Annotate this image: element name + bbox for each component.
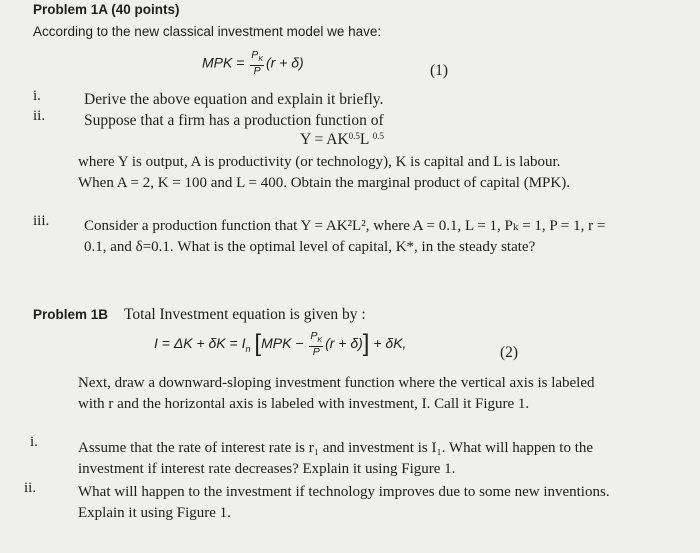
item-1a-ii-paragraph: where Y is output, A is productivity (or technology), K is capital and L is labour. When A = 2, K = 100 and L = 400. Obtain the marginal product of capital (MPK). xyxy=(78,154,570,191)
item-1b-ii-num: ii. xyxy=(24,480,37,496)
eq1-lhs: MPK = xyxy=(202,54,245,71)
eq2-fraction: $\frac{P_K}{P}$ xyxy=(310,329,323,358)
item-1a-iii-text: Consider a production function that Y = AK²L², where A = 0.1, L = 1, Pₖ = 1, P = 1, r = 0.1, and δ=0.1. What is the optimal level of capital, K*, in the steady state? xyxy=(84,218,606,255)
item-1a-i-num: i. xyxy=(33,88,41,104)
eq1-tail: (r + δ) xyxy=(265,54,304,71)
equation-1 xyxy=(202,50,304,77)
item-1a-ii-text: Suppose that a firm has a production function of xyxy=(84,112,384,129)
problem-1b-paragraph: Next, draw a downward-sloping investment function where the vertical axis is labeled with r and the horizontal axis is labeled with investment, I. Call it Figure 1. xyxy=(78,375,595,412)
problem-1b-label: Problem 1B xyxy=(33,307,109,322)
item-1a-i-text: Derive the above equation and explain it briefly. xyxy=(84,91,384,108)
problem-1b-text: Total Investment equation is given by : xyxy=(124,306,366,323)
item-1a-ii-num: ii. xyxy=(33,108,46,124)
equation-2: $I = \Delta K + \delta K = I_n$ [MPK − $\frac{P_K}{P}$ (r + δ)] + δK, xyxy=(154,329,407,358)
production-function: $Y = AK^{0.5}L$ $^{0.5}$ xyxy=(300,131,384,148)
problem-1a-title: Problem 1A (40 points) xyxy=(33,2,180,17)
item-1b-i-num: i. xyxy=(30,434,38,450)
eq1-fraction xyxy=(250,50,264,77)
item-1b-ii-text: What will happen to the investment if technology improves due to some new inventions. Explain it using Figure 1. xyxy=(78,484,610,521)
item-1b-i-text: Assume that the rate of interest rate is r₁ and investment is I₁. What will happen to the investment if interest rate decreases? Explain it using Figure 1. xyxy=(78,440,594,477)
equation-2-number: (2) xyxy=(500,344,519,361)
item-1a-iii-num: iii. xyxy=(33,213,50,229)
eq1-den: P xyxy=(253,65,261,78)
eq1-num: P xyxy=(251,49,259,61)
problem-1a-intro: According to the new classical investment model we have: xyxy=(33,24,382,39)
equation-1-number: (1) xyxy=(430,62,449,79)
eq1-num-sub: K xyxy=(258,56,263,64)
